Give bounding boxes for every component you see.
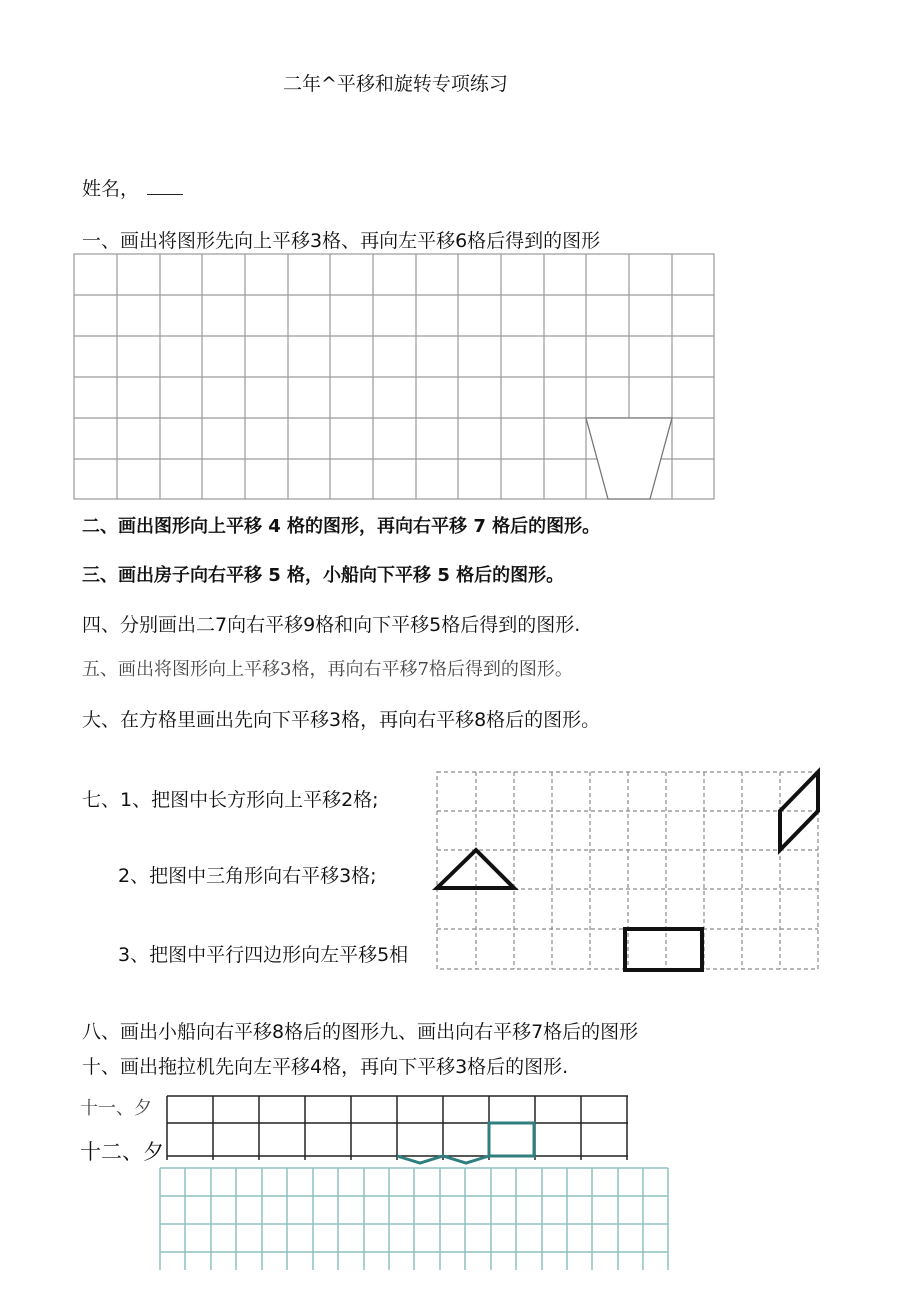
grid-7 bbox=[437, 772, 818, 969]
question-12: 十二、夕 bbox=[80, 1140, 164, 1164]
grid-11-square bbox=[489, 1123, 534, 1156]
grid-7-parallelogram bbox=[780, 772, 818, 850]
question-6: 大、在方格里画出先向下平移3格，再向右平移8格后的图形。 bbox=[82, 709, 601, 731]
grid-12 bbox=[160, 1168, 668, 1280]
grid-7-rectangle bbox=[625, 929, 702, 970]
question-10: 十、画出拖拉机先向左平移4格，再向下平移3格后的图形. bbox=[82, 1056, 569, 1078]
grid-1-trapezoid bbox=[586, 418, 672, 499]
grid-7-border bbox=[437, 772, 818, 969]
question-2: 二、画出图形向上平移 4 格的图形，再向右平移 7 格后的图形。 bbox=[82, 516, 601, 537]
question-5: 五、画出将图形向上平移3格，再向右平移7格后得到的图形。 bbox=[82, 659, 573, 680]
grid-11 bbox=[167, 1096, 628, 1160]
name-label: 姓名， bbox=[82, 178, 140, 200]
question-7-1: 七、1、把图中长方形向上平移2格; bbox=[82, 789, 379, 811]
grid-1-border bbox=[74, 254, 714, 499]
question-4: 四、分别画出二7向右平移9格和向下平移5格后得到的图形. bbox=[82, 614, 581, 636]
question-7-2: 2、把图中三角形向右平移3格; bbox=[118, 865, 377, 887]
name-field bbox=[82, 176, 183, 201]
question-3: 三、画出房子向右平移 5 格，小船向下平移 5 格后的图形。 bbox=[82, 565, 565, 586]
grid-7-triangle bbox=[437, 850, 514, 888]
question-11: 十一、夕 bbox=[80, 1098, 152, 1119]
page-title: 二年^平移和旋转专项练习 bbox=[283, 73, 508, 95]
grid-11-partial-shape bbox=[397, 1156, 489, 1163]
question-8-9: 八、画出小船向右平移8格后的图形九、画出向右平移7格后的图形 bbox=[82, 1021, 639, 1043]
question-1: 一、画出将图形先向上平移3格、再向左平移6格后得到的图形 bbox=[82, 230, 601, 252]
grid-12-cutoff bbox=[150, 1270, 680, 1301]
grid-1 bbox=[74, 254, 714, 499]
question-7-3: 3、把图中平行四边形向左平移5相 bbox=[118, 944, 409, 966]
name-blank-line[interactable] bbox=[147, 176, 183, 195]
